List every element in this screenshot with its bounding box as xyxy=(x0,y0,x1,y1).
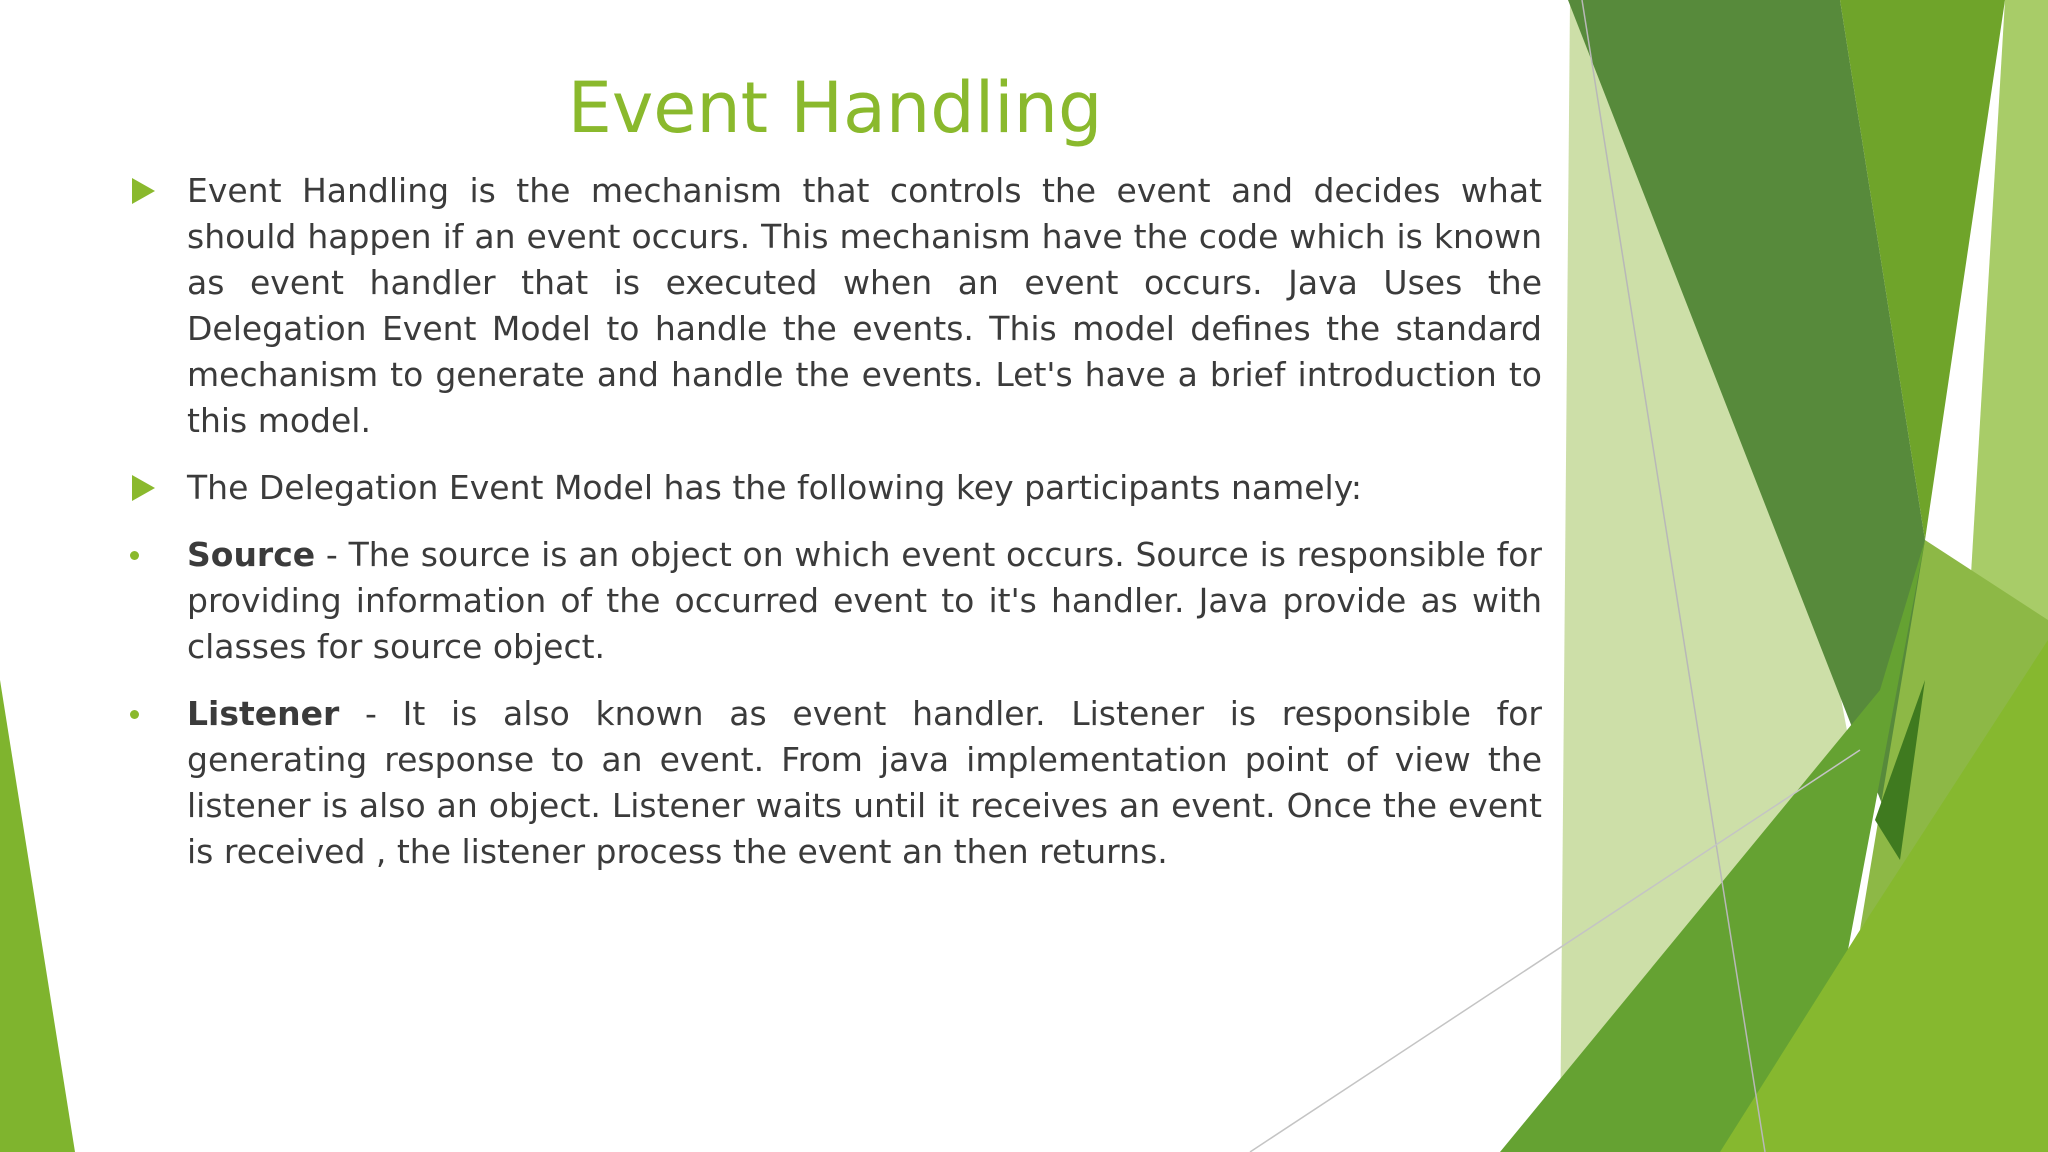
bullet-term: Source xyxy=(187,535,316,574)
dot-bullet-icon xyxy=(124,532,164,578)
dot-bullet-icon xyxy=(124,691,164,737)
bullet-list xyxy=(124,168,1542,896)
bullet-item xyxy=(124,691,1542,875)
bullet-item xyxy=(124,532,1542,670)
bullet-separator: - xyxy=(339,694,403,733)
bullet-separator: - xyxy=(315,535,349,574)
bullet-text: It is also known as event handler. Listener is responsible for generating response to an event. From java implementation point of view the listener is also an object. Listener waits until it receives an event. Once the event is received , the listener process the event an then returns. xyxy=(187,694,1543,871)
slide-title: Event Handling xyxy=(567,67,1103,149)
bullet-text: Event Handling is the mechanism that controls the event and decides what should happen if an event occurs. This mechanism have the code which is known as event handler that is executed when an event occurs. Java Uses the Delegation Event Model to handle the events. This model defines the standard mechanism to generate and handle the events. Let's have a brief introduction to this model. xyxy=(187,171,1542,440)
bullet-item xyxy=(124,465,1542,511)
bullet-term: Listener xyxy=(187,694,340,733)
bullet-item xyxy=(124,168,1542,444)
left-green-facet xyxy=(0,680,75,1152)
triangle-bullet-icon xyxy=(124,168,164,214)
bullet-text: The Delegation Event Model has the following key participants namely: xyxy=(187,468,1362,507)
triangle-bullet-icon xyxy=(124,465,164,511)
bullet-text: The source is an object on which event occurs. Source is responsible for providing information of the occurred event to it's handler. Java provide as with classes for source object. xyxy=(187,535,1542,666)
